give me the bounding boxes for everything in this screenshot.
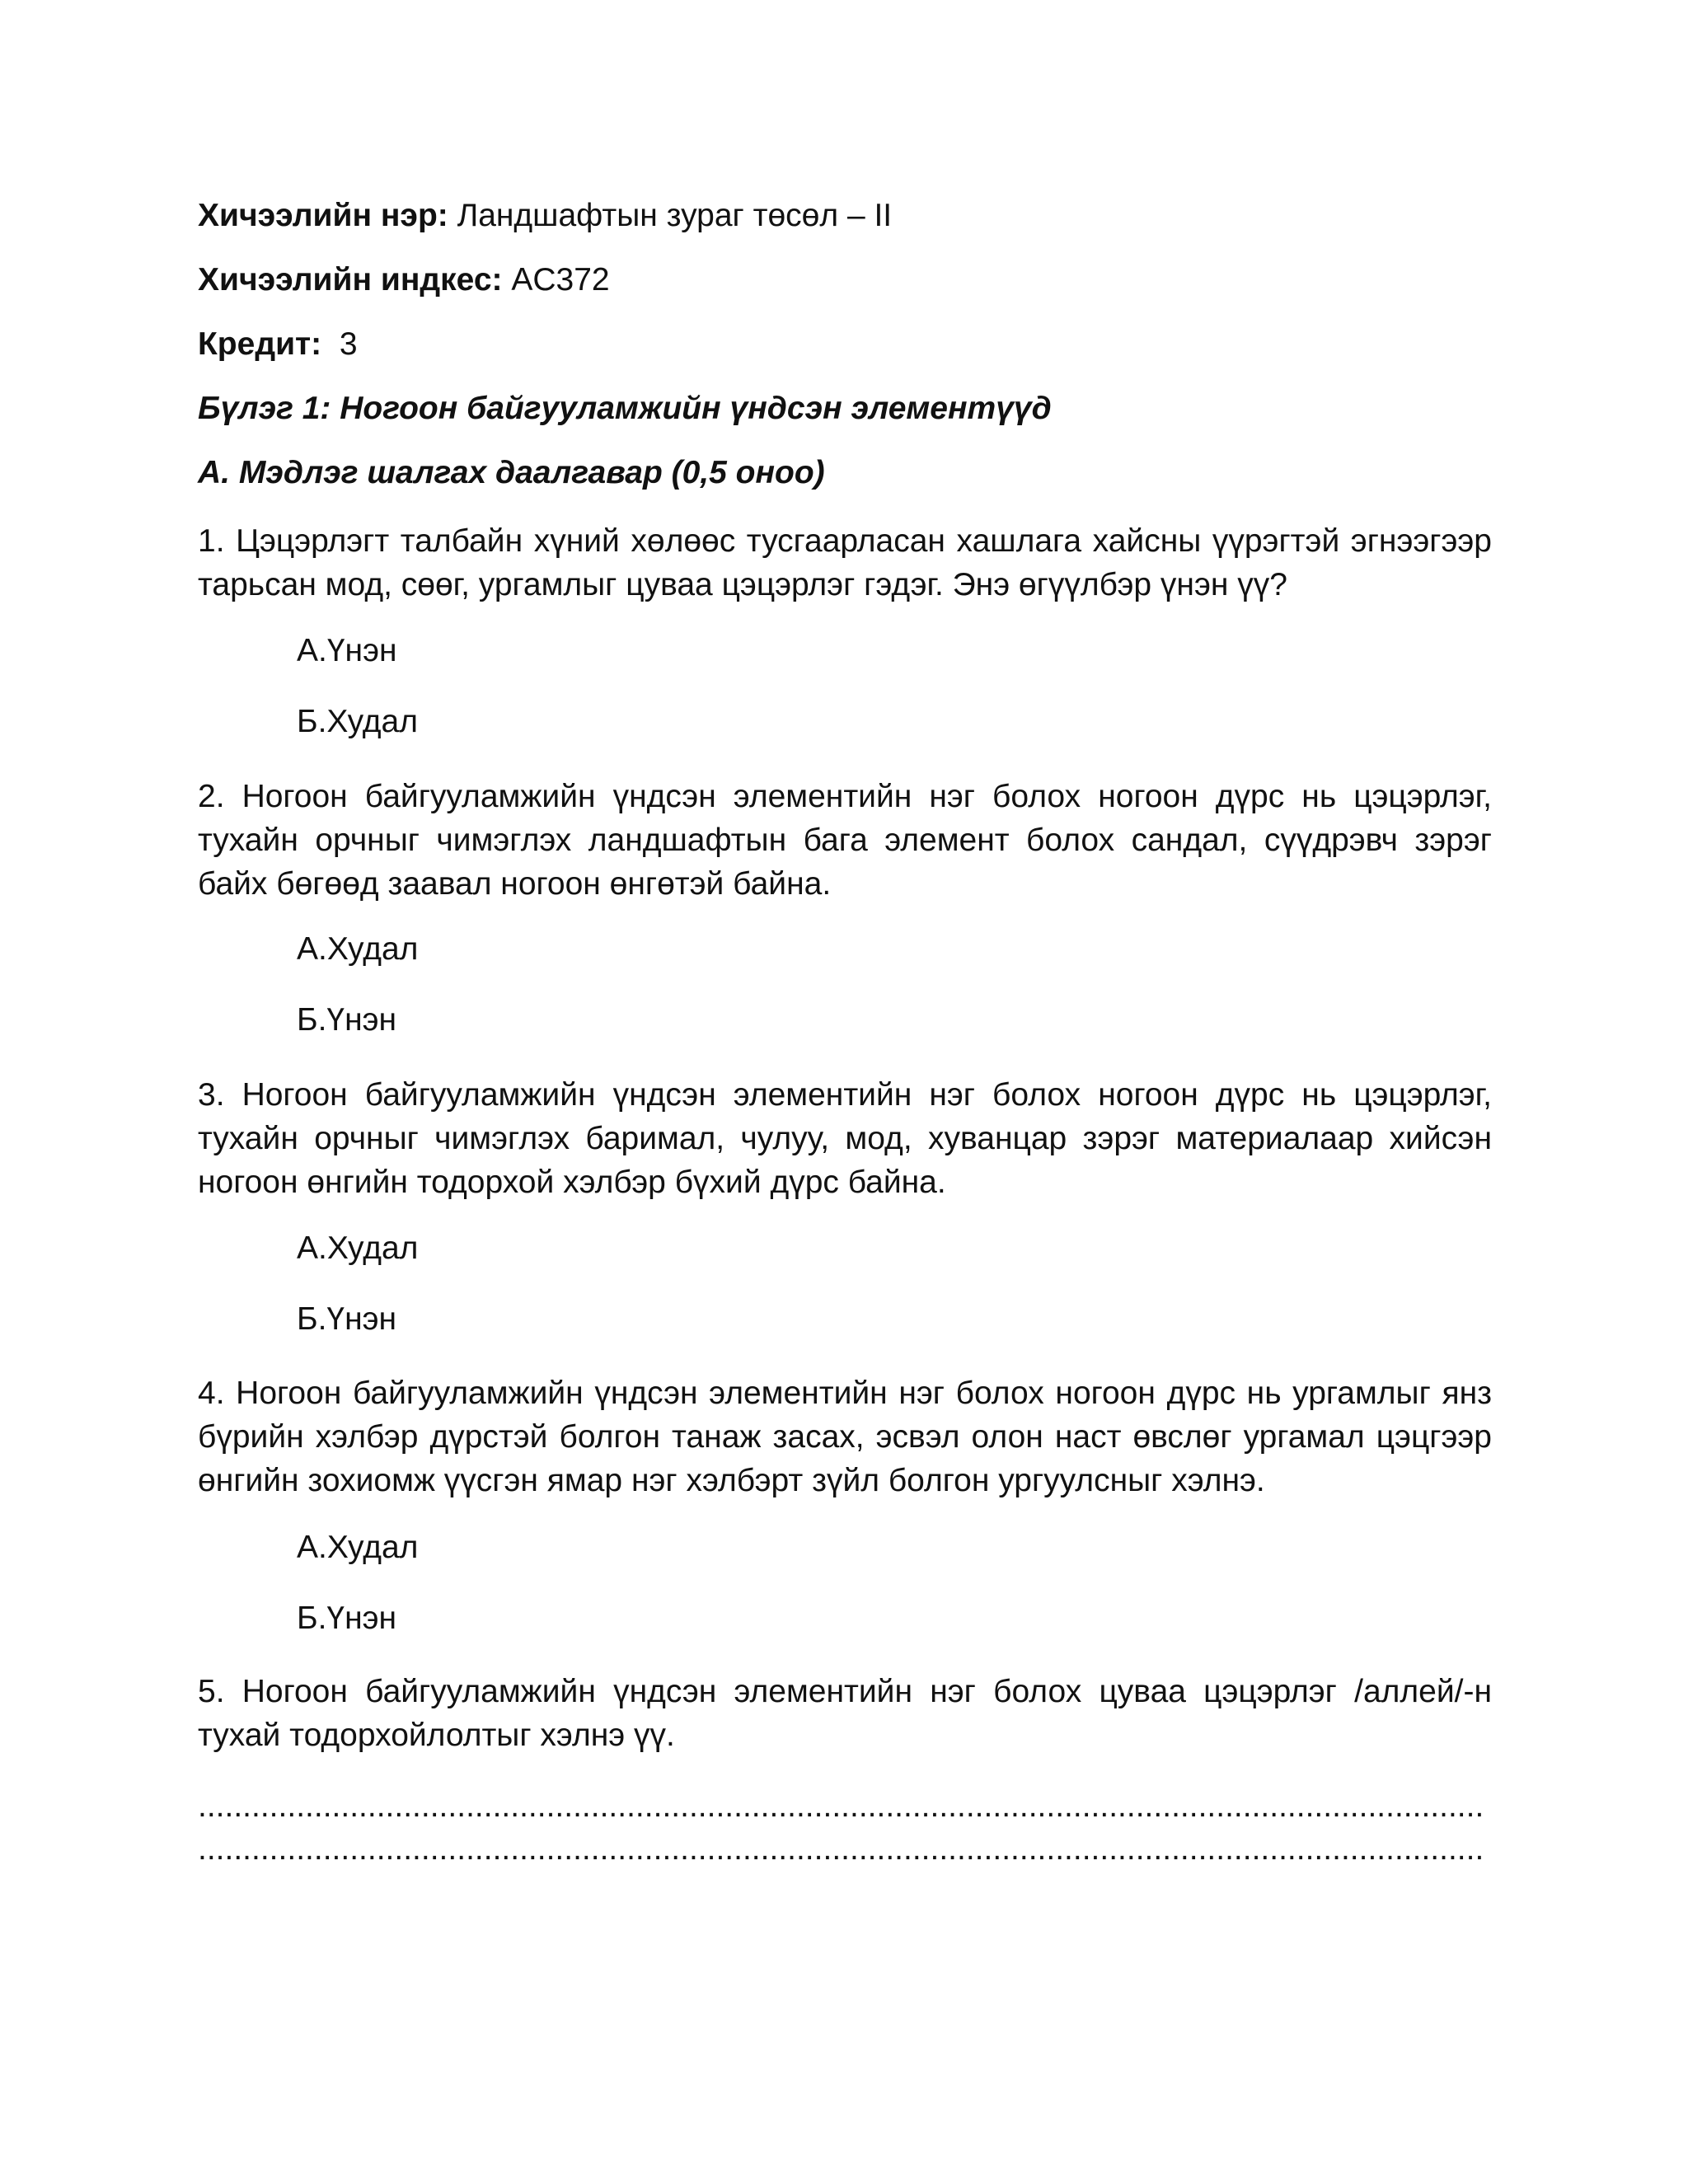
question-1-text: 1. Цэцэрлэгт талбайн хүний хөлөөс тусгаарласан хашлага хайсны үүрэгтэй эгнээгээр тарьсан мод, сөөг, ургамлыг цуваа цэцэрлэг гэдэг. Энэ өгүүлбэр үнэн үү? — [198, 523, 1492, 602]
question-4-text: 4. Ногоон байгууламжийн үндсэн элементийн нэг болох ногоон дүрс нь ургамлыг янз бүрийн хэлбэр дүрстэй болгон танаж засах, эсвэл олон наст өвслөг ургамал цэцгээр өнгийн зохиомж үүсгэн ямар нэг хэлбэрт зүйл болгон ургуулсныг хэлнэ. — [198, 1376, 1492, 1498]
question-1-option-a: А.Үнэн — [297, 633, 397, 668]
course-index-label: Хичээлийн индкес: — [198, 262, 503, 298]
course-index-value: AC372 — [511, 262, 610, 298]
credit-value: 3 — [339, 326, 358, 362]
question-1-option-b: Б.Худал — [297, 704, 418, 739]
chapter-title: Бүлэг 1: Ногоон байгууламжийн үндсэн элементүүд — [198, 391, 1052, 426]
question-2-option-a: А.Худал — [297, 931, 419, 967]
question-5-text: 5. Ногоон байгууламжийн үндсэн элементийн нэг болох цуваа цэцэрлэг /аллей/-н тухай тодорхойлолтыг хэлнэ үү. — [198, 1674, 1492, 1753]
answer-line: ................................................................................................................................................ — [198, 1788, 1484, 1824]
question-3-text: 3. Ногоон байгууламжийн үндсэн элементийн нэг болох ногоон дүрс нь цэцэрлэг, тухайн орчныг чимэглэх баримал, чулуу, мод, хуванцар зэрэг материалаар хийсэн ногоон өнгийн тодорхой хэлбэр бүхий дүрс байна. — [198, 1077, 1492, 1200]
question-2-option-b: Б.Үнэн — [297, 1002, 397, 1038]
question-3-option-b: Б.Үнэн — [297, 1301, 397, 1337]
credit-line — [198, 325, 358, 364]
course-name-value: Ландшафтын зураг төсөл – II — [457, 198, 893, 233]
course-name-line — [198, 196, 892, 236]
section-title: А. Мэдлэг шалгах даалгавар (0,5 оноо) — [198, 455, 825, 490]
question-2-text: 2. Ногоон байгууламжийн үндсэн элементийн нэг болох ногоон дүрс нь цэцэрлэг, тухайн орчныг чимэглэх ландшафтын бага элемент болох сандал, сүүдрэвч зэрэг байх бөгөөд заавал ногоон өнгөтэй байна. — [198, 779, 1492, 902]
credit-label: Кредит: — [198, 326, 322, 362]
course-name-label: Хичээлийн нэр: — [198, 198, 448, 233]
answer-line: ................................................................................................................................................ — [198, 1831, 1484, 1867]
question-4-option-a: А.Худал — [297, 1530, 419, 1565]
question-3-option-a: А.Худал — [297, 1230, 419, 1266]
question-4-option-b: Б.Үнэн — [297, 1601, 397, 1636]
course-index-line — [198, 260, 610, 300]
